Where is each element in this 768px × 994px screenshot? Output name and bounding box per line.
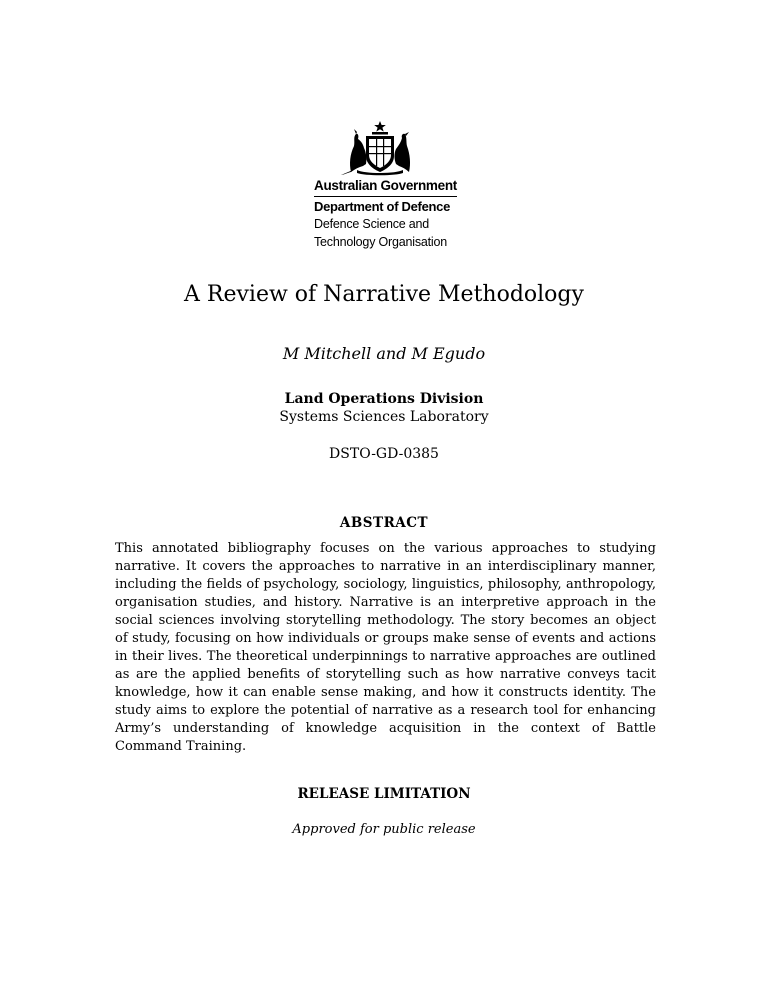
organisation-line-2: Technology Organisation [314,235,447,249]
coat-of-arms-icon [339,120,421,176]
government-masthead [314,120,464,251]
document-authors: M Mitchell and M Egudo [282,344,486,363]
abstract-heading: ABSTRACT [339,515,429,531]
organisation-line-1: Defence Science and [314,217,430,231]
release-limitation-heading: RELEASE LIMITATION [297,786,471,802]
abstract-body: This annotated bibliography focuses on the various approaches to studying narrative. It covers the approaches to narrative in an interdisciplinary manner, including the fields of psychology, sociology, linguistics, philosophy, anthropology, organisation studies, and history. Narrative is an interpretive approach in the social sciences involving storytelling methodology. The story becomes an object of study, focusing on how individuals or groups make sense of events and actions in their lives. The theoretical underpinnings to narrative approaches are outlined as are the applied benefits of storytelling such as how narrative conveys tacit knowledge, how it can enable sense making, and how it constructs identity. The study aims to explore the potential of narrative as a research tool for enhancing Army’s understanding of knowledge acquisition in the context of Battle Command Training. [115,541,656,754]
document-title: A Review of Narrative Methodology [184,282,584,307]
department-name: Department of Defence [314,199,451,214]
masthead-divider [314,196,457,197]
laboratory-name: Systems Sciences Laboratory [279,409,489,425]
division-name: Land Operations Division [284,391,484,407]
government-name: Australian Government [314,178,457,193]
report-number: DSTO-GD-0385 [329,446,439,462]
release-statement: Approved for public release [292,822,476,837]
